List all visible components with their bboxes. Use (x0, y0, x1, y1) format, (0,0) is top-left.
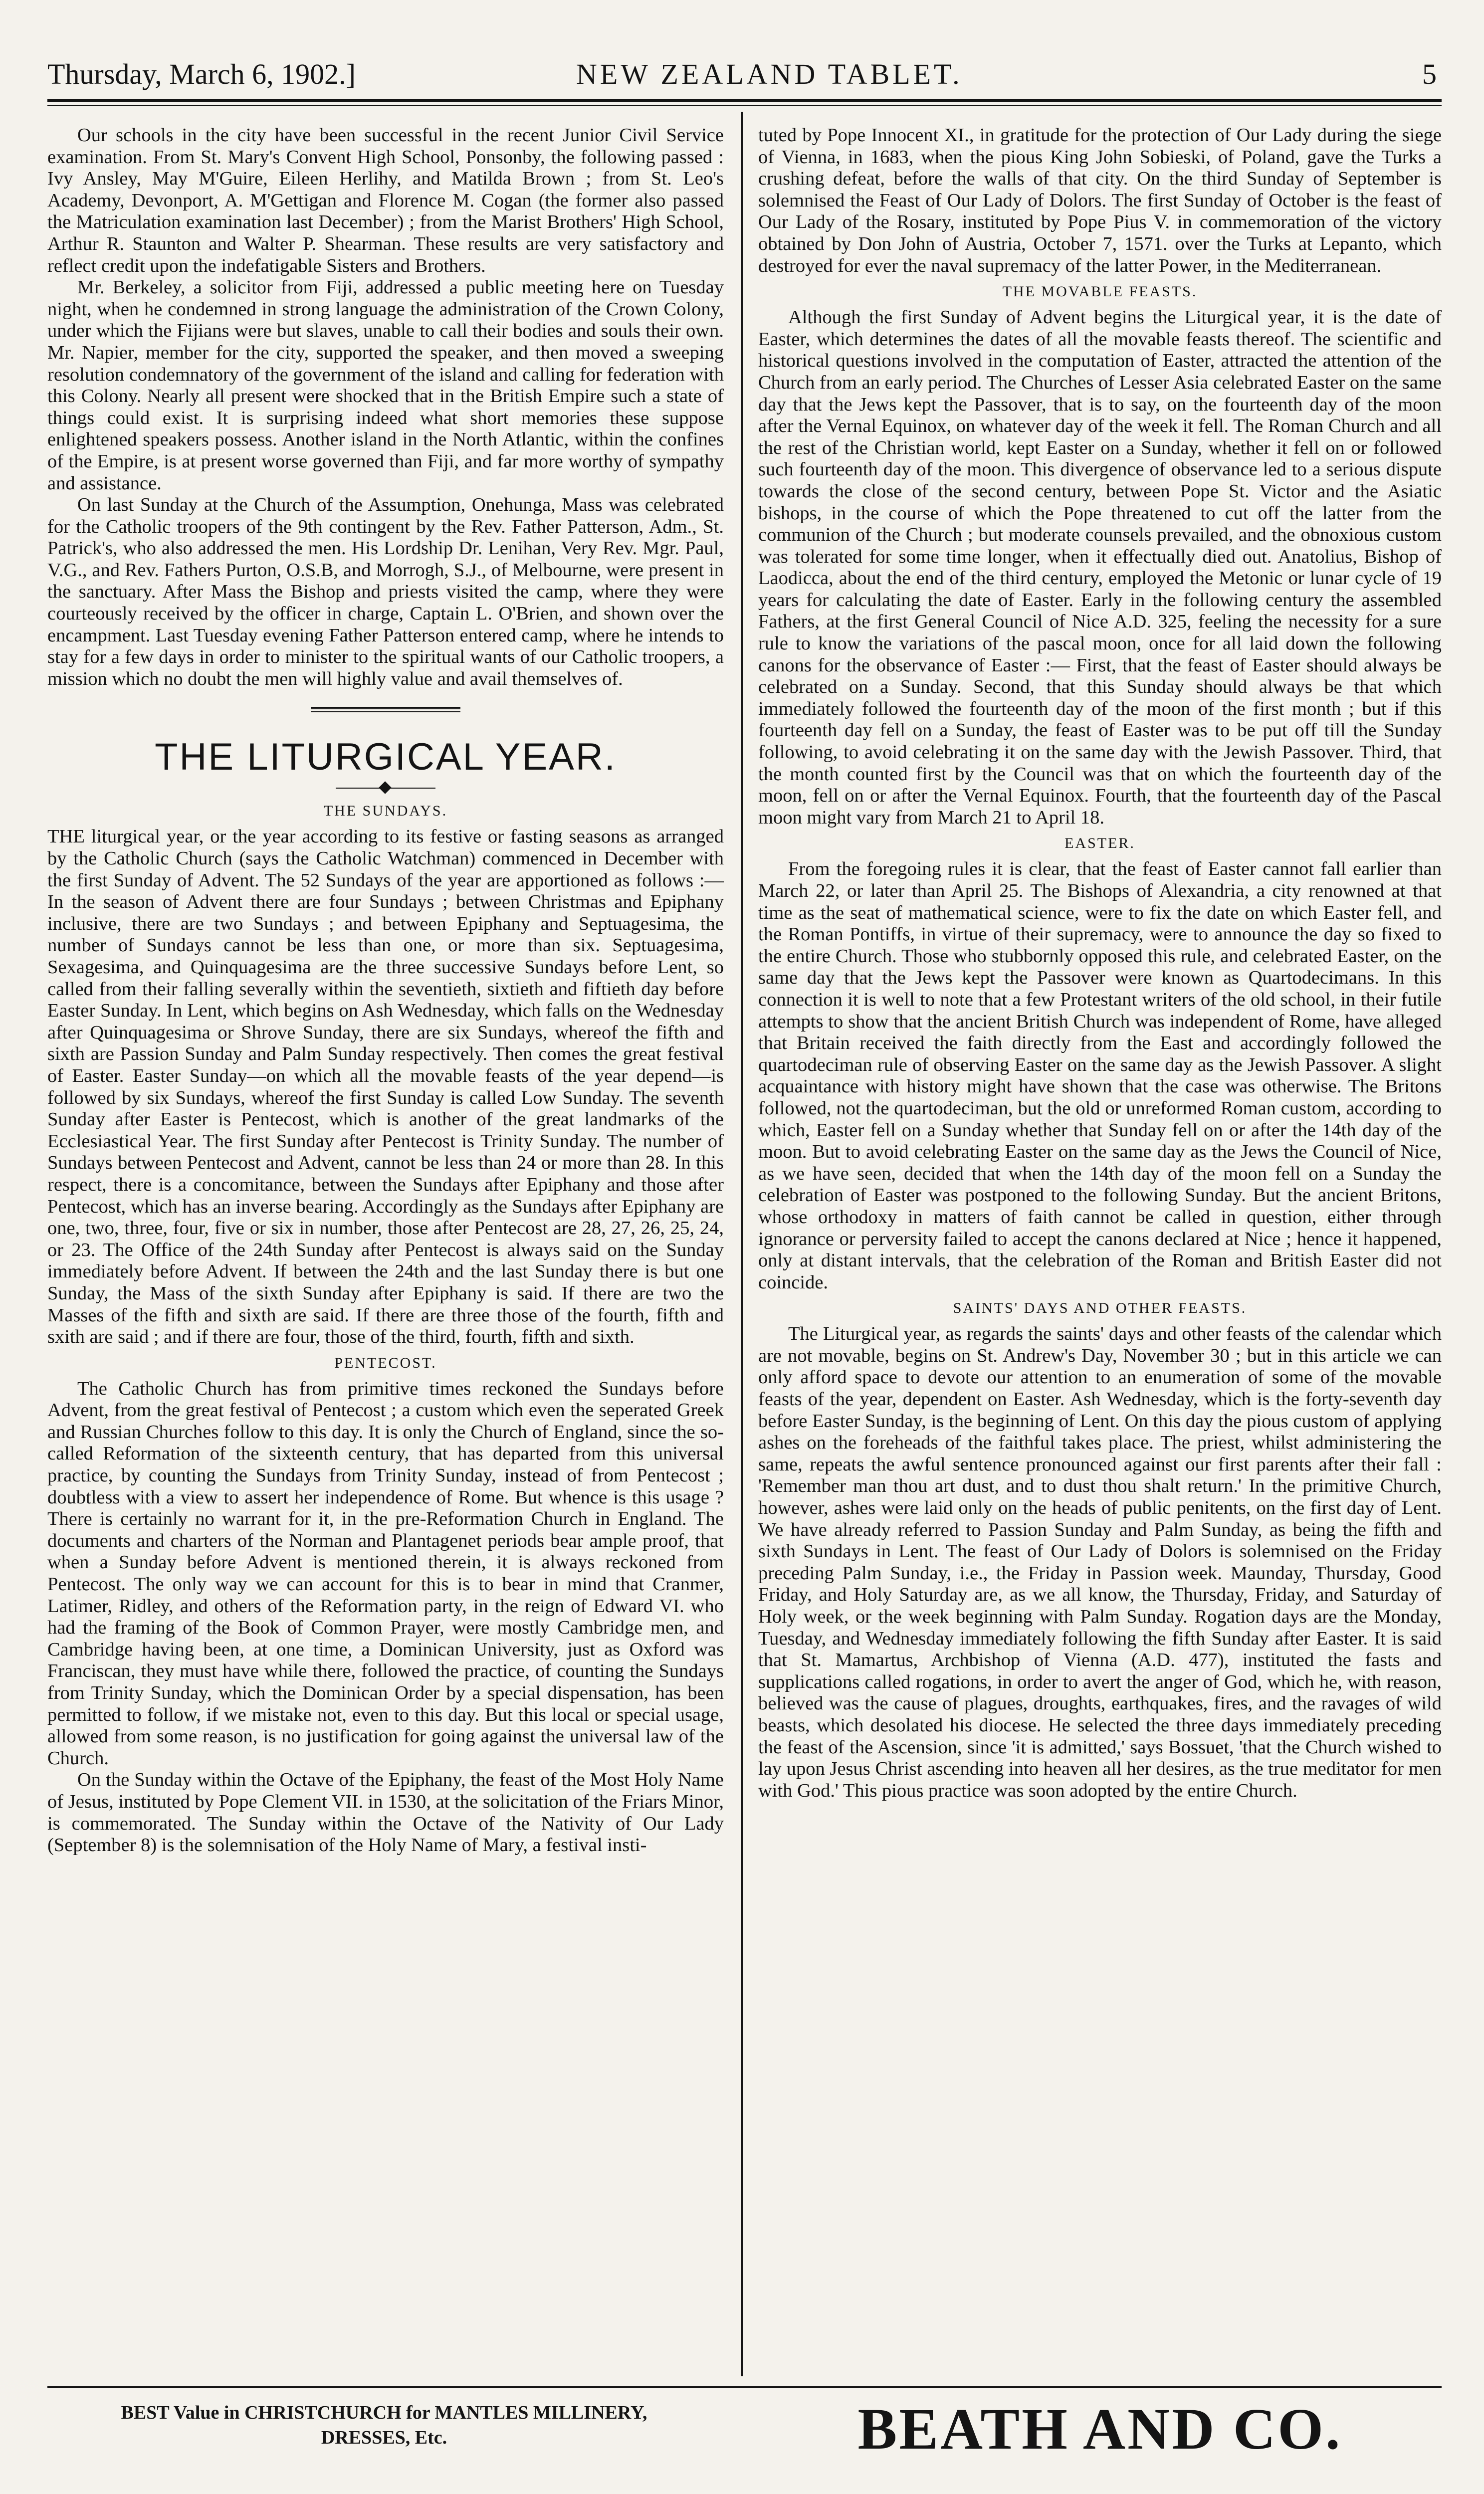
header-rule-thin (47, 105, 1442, 106)
footer-advert-line-2: DRESSES, Etc. (321, 2427, 447, 2448)
article-paragraph-epiphany: On the Sunday within the Octave of the Epiphany, the feast of the Most Holy Name of Jesus, instituted by Pope Clement VII. in 1530, at the solicitation of the Friars Minor, is commemorated. The Sunday within the Octave of the Nativity of Our Lady (September 8) is the solemnisation of the Holy Name of Mary, a festival insti- (47, 1769, 724, 1856)
issue-date: Thursday, March 6, 1902.] (47, 58, 356, 90)
section-separator (311, 707, 460, 712)
section-heading-sundays: THE SUNDAYS. (323, 803, 448, 820)
page-header (47, 54, 1442, 95)
section-heading-movable-feasts: THE MOVABLE FEASTS. (1002, 283, 1198, 300)
column-divider (741, 112, 743, 2376)
article-paragraph-sundays: THE liturgical year, or the year according to its festive or fasting seasons as arranged by the Catholic Church (says the Catholic Watchman) commenced in December with the first Sunday of Advent. The 52 Sundays of the year are apportioned as follows :— In the season of Advent there are four Sundays ; between Christmas and Epiphany inclusive, there are two Sundays ; and between Epiphany and Septuagesima, the number of Sundays cannot be less than one, or more than six. Septuagesima, Sexagesima, and Quinquagesima are the three successive Sundays before Lent, so called from their falling severally within the seventieth, sixtieth and fiftieth day before Easter Sunday. In Lent, which begins on Ash Wednesday, which falls on the Wednesday after Quinquagesima or Shrove Sunday, there are six Sundays, whereof the fifth and sixth are Passion Sunday and Palm Sunday respectively. Then comes the great festival of Easter. Easter Sunday—on which all the movable feasts of the year depend—is followed by six Sundays, whereof the first Sunday is called Low Sunday. The seventh Sunday after Easter is Pentecost, which is another of the great landmarks of the Ecclesiastical Year. The first Sunday after Pentecost is Trinity Sunday. The number of Sundays between Pentecost and Advent, cannot be less than 24 or more than 28. In this respect, there is a concomitance, between the Sundays after Epiphany and those after Pentecost, which has an inverse bearing. Accordingly as the Sundays after Epiphany are one, two, three, four, five or six in number, those after Pentecost are 28, 27, 26, 25, 24, or 23. The Office of the 24th Sunday after Pentecost is always said on the Sunday immediately before Advent. If between the 24th and the last Sunday there is but one Sunday, the Mass of the sixth Sunday after Epiphany is said. If there are two the Masses of the fifth and sixth are said. If there are three those of the fourth, fifth and sxith are said ; and if there are four, those of the third, fourth, fifth and sixth. (47, 826, 724, 1348)
page-number: 5 (1422, 58, 1437, 90)
footer-advert-right: BEATH AND CO. (857, 2396, 1342, 2462)
masthead-title: NEW ZEALAND TABLET. (576, 58, 963, 90)
article-paragraph-movable-feasts: Although the first Sunday of Advent begins the Liturgical year, it is the date of Easter, which determines the dates of all the movable feasts thereof. The scientific and historical questions involved in the computation of Easter, attracted the attention of the Church from an early period. The Churches of Lesser Asia celebrated Easter on the same day that the Jews kept the Passover, that is to say, on the fourteenth day of the moon after the Vernal Equinox, on whatever day of the week it fell. The Roman Church and all the rest of the Christian world, kept Easter on a Sunday, whether it fell on or followed such fourteenth day of the moon. This divergence of observance led to a serious dispute towards the close of the second century, between Pope St. Victor and the Asiatic bishops, in the course of which the Pope threatened to cut off the latter from the communion of the Church ; but moderate counsels prevailed, and the obnoxious custom was tolerated for some time longer, when it effectually died out. Anatolius, Bishop of Laodicca, about the end of the third century, employed the Metonic or lunar cycle of 19 years for calculating the date of Easter. Early in the following century the assembled Fathers, at the first General Council of Nice A.D. 325, feeling the necessity for a sure rule to know the variations of the pascal moon, once for all laid down the following canons for the observance of Easter :— First, that the feast of Easter should always be celebrated on a Sunday. Second, that this Sunday should always be that which immediately followed the fourteenth day of the moon of the first month ; but if this fourteenth day fell on a Sunday, the feast of Easter was to be put off till the Sunday following, to avoid celebrating it on the same day with the Jewish Passover. Third, that the month counted first by the Council was that on which the fourteenth day of the moon, fell on or after the Vernal Equinox. Fourth, that the fourteenth day of the Pascal moon might vary from March 21 to April 18. (758, 307, 1442, 828)
section-heading-pentecost: PENTECOST. (334, 1354, 437, 1371)
article-paragraph-pentecost: The Catholic Church has from primitive times reckoned the Sundays before Advent, from the great festival of Pentecost ; a custom which even the seperated Greek and Russian Churches follow to this day. It is only the Church of England, since the so-called Reformation of the sixteenth century, that has departed from this universal practice, by counting the Sundays from Trinity Sunday, instead of from Pentecost ; doubtless with a view to assert her independence of Rome. But whence is this usage ? There is certainly no warrant for it, in the pre-Reformation Church in England. The documents and charters of the Norman and Plantagenet periods bear ample proof, that when a Sunday before Advent is mentioned therein, it is always reckoned from Pentecost. The only way we can account for this is to bear in mind that Cranmer, Latimer, Ridley, and others of the Reformation party, in the reign of Edward VI. who had the framing of the Book of Common Prayer, were mostly Cambridge men, and Cambridge having been, at one time, a Dominican University, just as Oxford was Franciscan, they must have while there, followed the practice, of counting the Sundays from Trinity Sunday, which the Dominican Order by a special dispensation, has been permitted to follow, if we mistake not, even to this day. But this local or special usage, allowed from some reason, is no justification for going against the universal law of the Church. (47, 1378, 724, 1769)
section-heading-easter: EASTER. (1064, 835, 1135, 852)
left-column (47, 125, 724, 2369)
article-paragraph-easter: From the foregoing rules it is clear, that the feast of Easter cannot fall earlier than March 22, or later than April 25. The Bishops of Alexandria, a city renowned at that time as the seat of mathematical science, were to fix the date on which Easter fell, and the Roman Pontiffs, in virtue of their supremacy, were to announce the day so fixed to the entire Church. Those who stubbornly opposed this rule, and celebrated Easter, on the same day that the Jews kept the Passover were known as Quartodecimans. In this connection it is well to note that a few Protestant writers of the old school, in their futile attempts to show that the ancient British Church was independent of Rome, have alleged that Britain received the faith directly from the East and accordingly followed the quartodeciman rule of observing Easter on the same day as the Jewish Passover. A slight acquaintance with history might have shown that the case was otherwise. The Britons followed, not the quartodeciman, but the old or unreformed Roman custom, according to which, Easter fell on a Sunday whether that Sunday fell on or after the 14th day of the moon. But to avoid celebrating Easter on the same day as the Jews the Council of Nice, as we have seen, decided that when the 14th day of the moon fell on a Sunday the celebration of Easter was postponed to the following Sunday. But the ancient Britons, whose orthodoxy in matters of faith cannot be called in question, either through ignorance or perversity failed to accept the canons declared at Nice ; hence it happened, only at distant intervals, that the celebration of the Roman and British Easter did not coincide. (758, 858, 1442, 1293)
article-paragraph-saints-days: The Liturgical year, as regards the saints' days and other feasts of the calendar which are not movable, begins on St. Andrew's Day, November 30 ; but in this article we can only afford space to devote our attention to an enumeration of some of the movable feasts of the year, dependent on Easter. Ash Wednesday, which is the forty-seventh day before Easter Sunday, is the beginning of Lent. On this day the pious custom of applying ashes on the foreheads of the faithful takes place. The priest, whilst administering the same, repeats the awful sentence pronounced against our first parents after their fall : 'Remember man thou art dust, and to dust thou shalt return.' In the primitive Church, however, ashes were laid only on the heads of public penitents, on the first day of Lent. We have already referred to Passion Sunday and Palm Sunday, as being the fifth and sixth Sundays in Lent. The feast of Our Lady of Dolors is solemnised on the Friday preceding Palm Sunday, i.e., the Friday in Passion week. Maunday, Thursday, Good Friday, and Holy Saturday are, as we all know, the Thursday, Friday, and Saturday of Holy week, or the week beginning with Palm Sunday. Rogation days are the Monday, Tuesday, and Wednesday immediately following the fifth Sunday after Easter. It is said that St. Mamartus, Archbishop of Vienna (A.D. 477), instituted the fasts and supplications called rogations, in order to avert the anger of God, which he, with reason, believed was the cause of plagues, droughts, earthquakes, fires, and the ravages of wild beasts, which desolated his diocese. He selected the three days immediately preceding the feast of the Ascension, since 'it is admitted,' says Bossuet, 'that the Church wished to lay upon Jesus Christ ascending into heaven all her desires, as the true meditator for men with God.' This pious practice was soon adopted by the entire Church. (758, 1323, 1442, 1801)
news-paragraph-schools: Our schools in the city have been successful in the recent Junior Civil Service examination. From St. Mary's Convent High School, Ponsonby, the following passed : Ivy Ansley, May M'Guire, Eileen Herlihy, and Matilda Brown ; from St. Leo's Academy, Devonport, A. M'Gettigan and Florence M. Cogan (the former also passed the Matriculation examination last December) ; from the Marist Brothers' High School, Arthur R. Staunton and Walter P. Shearman. These results are very satisfactory and reflect credit upon the indefatigable Sisters and Brothers. (47, 125, 724, 276)
news-paragraph-fiji: Mr. Berkeley, a solicitor from Fiji, addressed a public meeting here on Tuesday night, when he condemned in strong language the administration of the Crown Colony, under which the Fijians were but slaves, unable to call their bodies and souls their own. Mr. Napier, member for the city, supported the speaker, and then moved a sweeping resolution condemnatory of the government of the island and calling for federation with this Colony. Nearly all present were shocked that in the British Empire such a state of things could exist. It is surprising indeed what short memories these suppose enlightened speakers possess. Another island in the North Atlantic, within the confines of the Empire, is at present worse governed than Fiji, and far more worthy of sympathy and assistance. (47, 277, 724, 494)
news-paragraph-onehunga: On last Sunday at the Church of the Assumption, Onehunga, Mass was celebrated for the Catholic troopers of the 9th contingent by the Rev. Father Patterson, Adm., St. Patrick's, who also addressed the men. His Lordship Dr. Lenihan, Very Rev. Mgr. Paul, V.G., and Rev. Fathers Purton, O.S.B, and Morrogh, S.J., of Melbourne, were present in the sanctuary. After Mass the Bishop and priests visited the camp, where they were courteously received by the officer in charge, Captain L. O'Brien, and shown over the encampment. Last Tuesday evening Father Patterson entered camp, where he intends to stay for a few days in order to minister to the spiritual wants of our Catholic troopers, a mission which no doubt the men will highly value and avail themselves of. (47, 494, 724, 689)
footer-rule (47, 2386, 1442, 2388)
right-column (758, 125, 1442, 2369)
title-ornament (336, 782, 435, 794)
article-title: THE LITURGICAL YEAR. (155, 736, 617, 779)
section-heading-saints-days: SAINTS' DAYS AND OTHER FEASTS. (953, 1300, 1247, 1317)
footer-advert-left (47, 2400, 721, 2450)
header-rule-thick (47, 99, 1442, 102)
article-paragraph-continuation: tuted by Pope Innocent XI., in gratitude for the protection of Our Lady during the siege of Vienna, in 1683, when the pious King John Sobieski, of Poland, gave the Turks a crushing defeat, before the walls of that city. On the third Sunday of September is solemnised the Feast of Our Lady of Dolors. The first Sunday of October is the feast of Our Lady of the Rosary, instituted by Pope Pius V. in commemoration of the victory obtained by Don John of Austria, October 7, 1571. over the Turks at Lepanto, which destroyed for ever the naval supremacy of the latter Power, in the Mediterranean. (758, 125, 1442, 276)
footer-advert-line-1: BEST Value in CHRISTCHURCH for MANTLES MILLINERY, (121, 2402, 647, 2423)
